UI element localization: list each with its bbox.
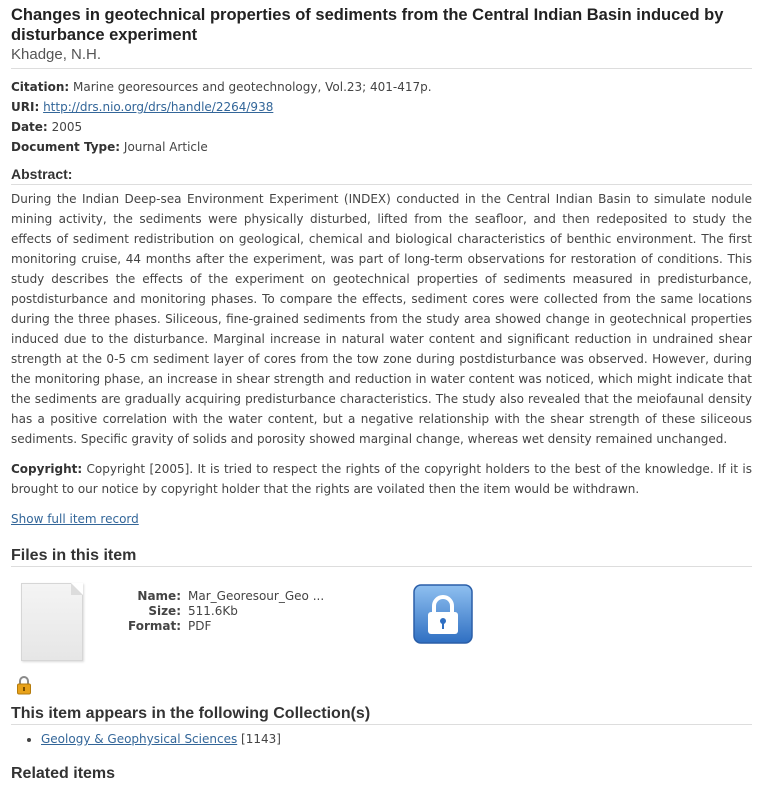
uri-row <box>11 97 752 117</box>
copyright-block <box>11 459 752 499</box>
file-info <box>111 589 324 634</box>
collection-item <box>41 731 752 747</box>
show-full-record <box>11 509 752 529</box>
show-full-record-link[interactable]: Show full item record <box>11 512 139 526</box>
file-name-value: Mar_Georesour_Geo ... <box>188 589 325 603</box>
uri-link[interactable]: http://drs.nio.org/drs/handle/2264/938 <box>43 100 274 114</box>
abstract-heading: Abstract: <box>11 165 752 185</box>
item-author: Khadge, N.H. <box>11 46 752 69</box>
item-title: Changes in geotechnical properties of sediments from the Central Indian Basin induced by disturbance experiment <box>11 6 724 44</box>
file-format-row <box>111 619 324 634</box>
date-row <box>11 117 752 137</box>
date-label: Date: <box>11 120 48 134</box>
files-heading: Files in this item <box>11 547 752 567</box>
metadata-block <box>11 77 752 157</box>
padlock-icon <box>15 675 33 695</box>
related-items-heading: Related items <box>11 765 116 782</box>
doctype-label: Document Type: <box>11 140 121 154</box>
file-thumbnail[interactable] <box>21 583 83 661</box>
doctype-row <box>11 137 752 157</box>
date-value: 2005 <box>51 120 83 134</box>
copyright-text: Copyright [2005]. It is tried to respect the rights of the copyright holders to the best of the knowledge. If it is brought to our notice by copyright holder that the rights are voilated then the item would be withdrawn. <box>11 462 752 496</box>
citation-label: Citation: <box>11 80 70 94</box>
file-format-label: Format: <box>127 619 181 633</box>
collections-list <box>11 731 752 747</box>
page-fold <box>71 583 83 595</box>
citation-value: Marine georesources and geotechnology, Vol.23; 401-417p. <box>73 80 432 94</box>
file-entry <box>11 575 752 685</box>
file-size-label: Size: <box>148 604 181 618</box>
file-size-row <box>111 604 324 619</box>
collections-heading: This item appears in the following Collection(s) <box>11 705 752 725</box>
uri-label: URI: <box>11 100 40 114</box>
citation-row <box>11 77 752 97</box>
file-format-value: PDF <box>188 619 212 633</box>
doctype-value: Journal Article <box>123 140 208 154</box>
abstract-text: During the Indian Deep-sea Environment Experiment (INDEX) conducted in the Central Indian Basin to simulate nodule mining activity, the sediments were physically disturbed, lifted from the seafloor, and then redeposited to study the effects of sediment redistribution on geological, chemical and biological characteristics of benthic environment. The first monitoring cruise, 44 months after the experiment, was part of long-term observations for restoration of conditions. This study describes the effects of the experiment on geotechnical properties of sediments measured in predisturbance, postdisturbance and monitoring phases. To compare the effects, sediment cores were collected from the same locations during the three phases. Siliceous, fine-grained sediments from the study area showed change in geotechnical properties induced due to the disturbance. Marginal increase in natural water content and significant reduction in undrained shear strength at the 0-5 cm sediment layer of cores from the tow zone during postdisturbance was observed. However, during the monitoring phase, an increase in shear strength and reduction in water content was noticed, which might indicate that the sediments are gradually acquiring predisturbance characteristics. The study also revealed that the meiofaunal density has a positive correlation with the water content, but a negative relationship with the shear strength of these siliceous sediments. Specific gravity of solids and porosity showed marginal change, whereas wet density remained unchanged. <box>11 192 752 446</box>
collection-link[interactable]: Geology & Geophysical Sciences <box>41 732 238 746</box>
file-name-label: Name: <box>137 589 181 603</box>
collection-count: [1143] <box>241 732 281 746</box>
restricted-access-lock-icon[interactable] <box>413 584 473 644</box>
copyright-label: Copyright: <box>11 462 83 476</box>
file-size-value: 511.6Kb <box>188 604 238 618</box>
file-name-row <box>111 589 324 604</box>
